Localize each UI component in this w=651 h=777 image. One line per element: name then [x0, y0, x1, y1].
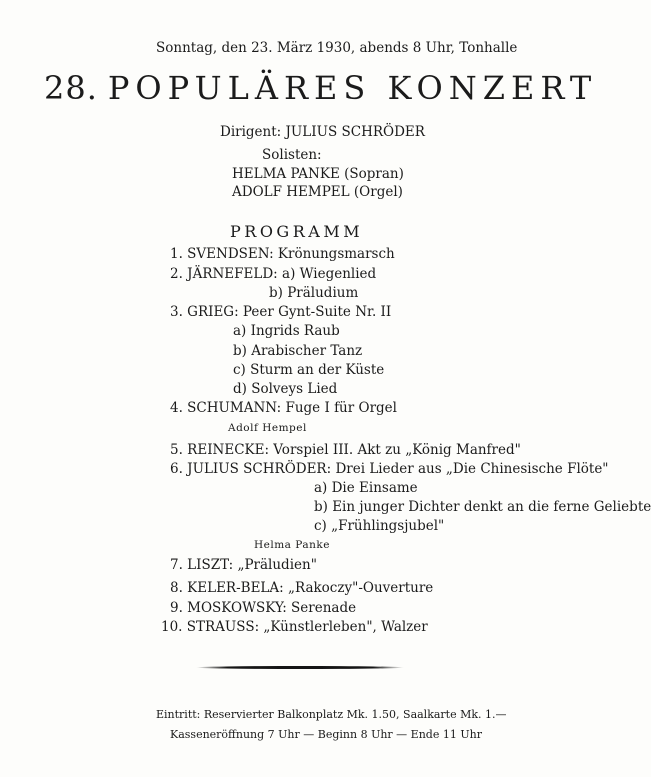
program-line: 4. SCHUMANN: Fuge I für Orgel	[170, 400, 397, 416]
program-line: 10. STRAUSS: „Künstlerleben", Walzer	[161, 619, 428, 635]
soloist-1: HELMA PANKE (Sopran)	[232, 166, 404, 182]
program-line: 7. LISZT: „Präludien"	[170, 557, 317, 573]
soloists-label: Solisten:	[262, 147, 322, 163]
program-line: c) „Frühlingsjubel"	[314, 518, 445, 534]
performer-credit: Helma Panke	[254, 539, 330, 551]
program-line: 1. SVENDSEN: Krönungsmarsch	[170, 246, 395, 262]
performer-credit: Adolf Hempel	[228, 422, 307, 434]
program-line: 6. JULIUS SCHRÖDER: Drei Lieder aus „Die Chinesische Flöte"	[170, 461, 609, 477]
admission-line: Eintritt: Reservierter Balkonplatz Mk. 1.50, Saalkarte Mk. 1.—	[156, 708, 507, 721]
program-line: 9. MOSKOWSKY: Serenade	[170, 600, 357, 616]
date-line: Sonntag, den 23. März 1930, abends 8 Uhr, Tonhalle	[156, 40, 518, 56]
program-line: 2. JÄRNEFELD: a) Wiegenlied	[170, 266, 377, 282]
soloist-2: ADOLF HEMPEL (Orgel)	[232, 184, 403, 200]
program-line: a) Ingrids Raub	[233, 323, 340, 339]
program-heading: PROGRAMM	[230, 222, 364, 241]
conductor-line: Dirigent: JULIUS SCHRÖDER	[220, 124, 425, 140]
program-line: 3. GRIEG: Peer Gynt-Suite Nr. II	[170, 304, 392, 320]
program-line: a) Die Einsame	[314, 480, 418, 496]
program-line: b) Präludium	[269, 285, 359, 301]
concert-title	[44, 68, 597, 108]
program-line: c) Sturm an der Küste	[233, 362, 385, 378]
program-line: d) Solveys Lied	[233, 381, 338, 397]
concert-title-text: POPULÄRES KONZERT	[107, 69, 598, 107]
program-line: b) Arabischer Tanz	[233, 343, 363, 359]
program-line: 5. REINECKE: Vorspiel III. Akt zu „König Manfred"	[170, 442, 521, 458]
divider	[196, 666, 404, 669]
program-line: b) Ein junger Dichter denkt an die ferne Geliebte	[314, 499, 651, 515]
concert-number: 28.	[44, 69, 98, 107]
program-line: 8. KELER-BELA: „Rakoczy"-Ouverture	[170, 580, 434, 596]
times-line: Kasseneröffnung 7 Uhr — Beginn 8 Uhr — Ende 11 Uhr	[170, 728, 482, 741]
